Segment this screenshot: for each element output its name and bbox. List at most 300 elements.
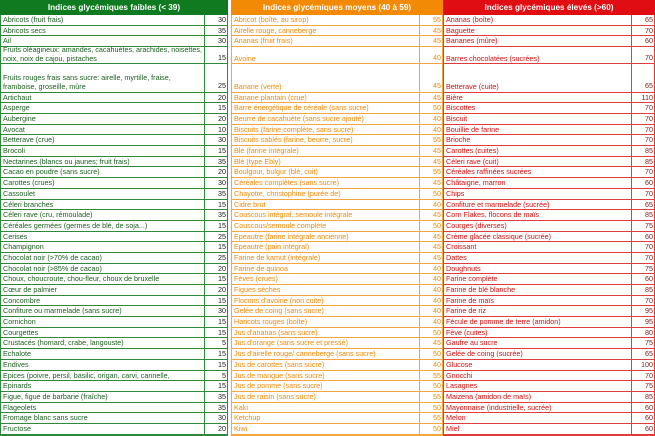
table-row [232,296,442,307]
food-name: Fructose [1,424,205,434]
table-row [1,253,227,264]
table-row [1,135,227,146]
gi-value: 20 [218,263,226,273]
gi-value: 55 [433,167,441,177]
table-row [1,103,227,114]
table-row [444,221,654,232]
gi-value: 30 [218,306,226,316]
table-row [444,178,654,189]
gi-value: 30 [218,135,226,145]
food-name: Boulgour, bulgur (blé, cuit) [232,167,420,177]
gi-value: 40 [433,285,441,295]
low-gi-column [0,0,228,433]
food-name: Betterave (crue) [1,135,205,145]
food-name: Croissant [444,242,632,252]
table-row [232,167,442,178]
table-row [232,274,442,285]
gi-value: 40 [433,199,441,209]
food-name: Cornichon [1,317,205,327]
table-row [232,285,442,296]
table-row [444,47,654,64]
table-row [1,210,227,221]
gi-value: 95 [645,317,653,327]
food-name: Corn Flakes, flocons de maïs [444,210,632,220]
gi-value: 85 [645,210,653,220]
table-row [232,338,442,349]
food-name: Jus de pomme (sans sucre) [232,381,420,391]
food-name: Couscous/semoule complète [232,221,420,231]
table-row [232,157,442,168]
table-row [444,413,654,424]
gi-value: 70 [645,52,653,62]
gi-value: 55 [433,135,441,145]
gi-value: 50 [433,220,441,230]
table-row [232,178,442,189]
food-name: Figues sèches [232,285,420,295]
table-row [1,36,227,47]
food-name: Aubergine [1,114,205,124]
food-name: Brocoli [1,146,205,156]
gi-value: 25 [218,231,226,241]
food-name: Ketchup [232,413,420,423]
food-name: Chocolat noir (>85% de cacao) [1,264,205,274]
table-row [444,93,654,104]
gi-value: 65 [645,199,653,209]
gi-value: 40 [433,306,441,316]
gi-value: 45 [433,156,441,166]
table-row [444,317,654,328]
gi-value: 45 [433,25,441,35]
low-gi-header: Indices glycémiques faibles (< 39) [0,0,228,15]
food-name: Abricots (fruit frais) [1,15,205,25]
food-name: Biscuit [444,114,632,124]
food-name: Ananas (fruit frais) [232,36,420,46]
table-row [232,371,442,382]
food-name: Fèves (crues) [232,274,420,284]
gi-value: 35 [218,391,226,401]
gi-value: 45 [433,81,441,91]
food-name: Barre énergétique de céréale (sans sucre) [232,103,420,113]
table-row [1,200,227,211]
high-gi-column [443,0,655,433]
gi-value: 35 [218,156,226,166]
gi-value: 40 [433,274,441,284]
table-row [444,392,654,403]
gi-value: 50 [433,381,441,391]
food-name: Lasagnes [444,381,632,391]
gi-value: 10 [218,124,226,134]
food-name: Beurre de cacahuète (sans sucre ajouté) [232,114,420,124]
food-name: Céleri rave (cuit) [444,157,632,167]
table-row [444,381,654,392]
food-name: Haricots rouges (boîte) [232,317,420,327]
mid-gi-header: Indices glycémiques moyens (40 à 59) [231,0,443,15]
food-name: Airelle rouge, canneberge [232,26,420,36]
table-row [444,253,654,264]
table-row [1,93,227,104]
table-row [232,403,442,414]
table-row [232,125,442,136]
high-gi-rows [443,15,655,436]
food-name: Maizena (amidon de maïs) [444,392,632,402]
gi-value: 5 [222,370,226,380]
food-name: Biscottes [444,103,632,113]
gi-value: 95 [645,306,653,316]
gi-value: 20 [218,285,226,295]
table-row [444,157,654,168]
gi-value: 15 [218,199,226,209]
gi-value: 45 [433,146,441,156]
food-name: Champignon [1,242,205,252]
table-row [444,274,654,285]
gi-value: 45 [433,210,441,220]
table-row [1,167,227,178]
table-row [232,47,442,64]
gi-value: 70 [645,252,653,262]
table-row [1,338,227,349]
table-row [232,381,442,392]
table-row [1,317,227,328]
gi-value: 60 [645,423,653,433]
gi-value: 15 [218,327,226,337]
table-row [232,146,442,157]
food-name: Ananas (boîte) [444,15,632,25]
gi-value: 30 [218,413,226,423]
table-row [1,306,227,317]
food-name: Céréales germées (germes de blé, de soja...) [1,221,205,231]
high-gi-header: Indices glycémiques élevés (>60) [443,0,655,15]
gi-value: 15 [218,381,226,391]
food-name: Biscuits sablés (farine, beurre, sucre) [232,135,420,145]
gi-value: 15 [218,295,226,305]
gi-value: 40 [433,263,441,273]
gi-value: 30 [218,15,226,24]
food-name: Cœur de palmier [1,285,205,295]
gi-value: 55 [433,391,441,401]
food-name: Chips [444,189,632,199]
food-name: Crustacés (homard, crabe, langouste) [1,338,205,348]
gi-value: 75 [645,381,653,391]
gi-value: 15 [218,146,226,156]
gi-value: 15 [218,317,226,327]
gi-value: 70 [645,114,653,124]
gi-value: 15 [218,359,226,369]
gi-value: 50 [433,188,441,198]
table-row [444,242,654,253]
mid-gi-rows [231,15,443,436]
food-name: Miel [444,424,632,434]
table-row [1,349,227,360]
food-name: Brioche [444,135,632,145]
food-name: Courges (diverses) [444,221,632,231]
food-name: Gnocchi [444,371,632,381]
gi-value: 40 [433,317,441,327]
food-name: Figue, figue de barbarie (fraîche) [1,392,205,402]
food-name: Jus de mangue (sans sucre) [232,371,420,381]
table-row [232,264,442,275]
table-row [232,114,442,125]
gi-value: 75 [645,220,653,230]
gi-value: 45 [433,92,441,102]
food-name: Farine de blé blanche [444,285,632,295]
table-row [232,189,442,200]
food-name: Doughnuts [444,264,632,274]
food-name: Bière [444,93,632,103]
table-row [232,392,442,403]
food-name: Kiwi [232,424,420,434]
food-name: Epinards [1,381,205,391]
gi-value: 55 [433,15,441,24]
food-name: Fécule de pomme de terre (amidon) [444,317,632,327]
food-name: Dattes [444,253,632,263]
gi-value: 35 [218,402,226,412]
table-row [444,328,654,339]
food-name: Farine de kamut (intégrale) [232,253,420,263]
low-gi-rows [0,15,228,436]
gi-value: 45 [433,231,441,241]
gi-value: 85 [645,146,653,156]
food-name: Betterave (cuite) [444,64,632,91]
food-name: Endives [1,360,205,370]
table-row [1,381,227,392]
gi-value: 50 [433,103,441,113]
table-row [232,413,442,424]
table-row [1,392,227,403]
food-name: Nectarines (blancs ou jaunes; fruit frais) [1,157,205,167]
food-name: Confiture ou marmelade (sans sucre) [1,306,205,316]
gi-value: 60 [645,274,653,284]
gi-value: 50 [433,423,441,433]
table-row [1,232,227,243]
gi-value: 35 [218,210,226,220]
gi-value: 55 [433,370,441,380]
food-name: Jus d'orange (sans sucre et pressé) [232,338,420,348]
food-name: Flageolets [1,403,205,413]
gi-value: 40 [433,52,441,62]
gi-value: 25 [218,252,226,262]
gi-value: 110 [641,92,653,102]
gi-value: 20 [218,92,226,102]
food-name: Farine complète [444,274,632,284]
gi-value: 15 [218,242,226,252]
table-row [232,200,442,211]
food-name: Melon [444,413,632,423]
gi-value: 55 [433,413,441,423]
food-name: Baguette [444,26,632,36]
gi-value: 15 [218,52,226,62]
food-name: Avocat [1,125,205,135]
table-row [232,64,442,92]
table-row [1,371,227,382]
food-name: Epices (poivre, persil, basilic, origan, carvi, cannelle, [1,371,205,381]
table-row [1,125,227,136]
gi-value: 30 [218,178,226,188]
table-row [444,26,654,37]
food-name: Asperge [1,103,205,113]
food-name: Echalote [1,349,205,359]
gi-value: 70 [645,103,653,113]
table-row [444,371,654,382]
gi-value: 45 [433,338,441,348]
table-row [1,328,227,339]
table-row [1,157,227,168]
table-row [1,296,227,307]
table-row [1,178,227,189]
gi-value: 40 [433,124,441,134]
gi-value: 80 [645,327,653,337]
food-name: Glucose [444,360,632,370]
table-row [232,15,442,26]
table-row [444,200,654,211]
food-name: Jus de raisin (sans sucre) [232,392,420,402]
gi-value: 65 [645,15,653,24]
food-name: Châtaigne, marron [444,178,632,188]
table-row [444,103,654,114]
gi-value: 40 [433,114,441,124]
table-row [444,146,654,157]
gi-value: 20 [218,423,226,433]
gi-value: 25 [218,81,226,91]
food-name: Cacao en poudre (sans sucre) [1,167,205,177]
food-name: Cidre brut [232,200,420,210]
table-row [1,189,227,200]
table-row [444,360,654,371]
gi-value: 85 [645,391,653,401]
gi-value: 60 [645,231,653,241]
food-name: Epeautre (farine intégrale ancienne) [232,232,420,242]
gi-value: 60 [645,178,653,188]
gi-value: 45 [433,252,441,262]
food-name: Céleri rave (cru, rémoulade) [1,210,205,220]
food-name: Céleri branches [1,200,205,210]
food-name: Barres chocolatées (sucrées) [444,47,632,63]
food-name: Abricots secs [1,26,205,36]
gi-value: 60 [645,402,653,412]
gi-value: 100 [641,359,653,369]
food-name: Mayonnaise (industrielle, sucrée) [444,403,632,413]
table-row [444,296,654,307]
food-name: Céréales raffinées sucrées [444,167,632,177]
table-row [444,189,654,200]
gi-value: 70 [645,295,653,305]
gi-value: 65 [645,81,653,91]
food-name: Banane (verte) [232,64,420,91]
food-name: Artichaut [1,93,205,103]
food-name: Avoine [232,47,420,63]
food-name: Abricot (boîte, au sirop) [232,15,420,25]
food-name: Ail [1,36,205,46]
gi-value: 15 [218,103,226,113]
table-row [1,274,227,285]
table-row [444,135,654,146]
table-row [232,103,442,114]
food-name: Crème glacée classique (sucrée) [444,232,632,242]
food-name: Gaufre au sucre [444,338,632,348]
gi-value: 70 [645,25,653,35]
food-name: Fruits oléagineux: amandes, cacahuètes, arachides, noisettes, noix, noix de cajou, pistaches [1,47,205,63]
food-name: Gelée de coing (sucrée) [444,349,632,359]
gi-value: 45 [433,242,441,252]
gi-value: 70 [645,242,653,252]
food-name: Confiture et marmelade (sucrée) [444,200,632,210]
food-name: Chocolat noir (>70% de cacao) [1,253,205,263]
gi-value: 15 [218,220,226,230]
gi-value: 30 [218,36,226,46]
table-row [232,306,442,317]
food-name: Blé (farine intégrale) [232,146,420,156]
gi-value: 5 [222,338,226,348]
gi-value: 45 [433,36,441,46]
food-name: Carottes (cuites) [444,146,632,156]
table-row [1,285,227,296]
table-row [444,424,654,435]
gi-value: 15 [218,349,226,359]
food-name: Céréales complètes (sans sucre) [232,178,420,188]
gi-value: 35 [218,25,226,35]
table-row [1,15,227,26]
table-row [1,264,227,275]
food-name: Bananes (mûre) [444,36,632,46]
food-name: Banane plantain (crue) [232,93,420,103]
food-name: Courgettes [1,328,205,338]
table-row [232,328,442,339]
food-name: Kaki [232,403,420,413]
gi-value: 70 [645,370,653,380]
food-name: Epeautre (pain intégral) [232,242,420,252]
table-row [1,146,227,157]
food-name: Biscuits (farine complète, sans sucre) [232,125,420,135]
gi-value: 70 [645,124,653,134]
food-name: Blé (type Ebly) [232,157,420,167]
table-row [444,15,654,26]
food-name: Bouillie de farine [444,125,632,135]
gi-value: 85 [645,285,653,295]
food-name: Gelée de coing (sans sucre) [232,306,420,316]
table-row [232,253,442,264]
table-row [444,285,654,296]
gi-value: 85 [645,156,653,166]
table-row [444,264,654,275]
gi-value: 40 [433,295,441,305]
table-row [1,114,227,125]
table-row [444,210,654,221]
table-row [1,64,227,92]
table-row [1,360,227,371]
table-row [232,210,442,221]
table-row [232,424,442,435]
table-row [232,349,442,360]
gi-value: 35 [218,188,226,198]
gi-value: 70 [645,135,653,145]
table-row [232,221,442,232]
food-name: Farine de maïs [444,296,632,306]
table-row [232,360,442,371]
gi-value: 65 [645,349,653,359]
food-name: Choux, choucroute, chou-fleur, choux de bruxelle [1,274,205,284]
table-row [232,232,442,243]
table-row [1,26,227,37]
table-row [1,221,227,232]
food-name: Carottes (crues) [1,178,205,188]
food-name: Jus d'ananas (sans sucre) [232,328,420,338]
gi-value: 50 [433,349,441,359]
mid-gi-column [231,0,443,433]
food-name: Farine de riz [444,306,632,316]
food-name: Fève (cuites) [444,328,632,338]
gi-value: 20 [218,114,226,124]
table-row [232,317,442,328]
table-row [232,36,442,47]
